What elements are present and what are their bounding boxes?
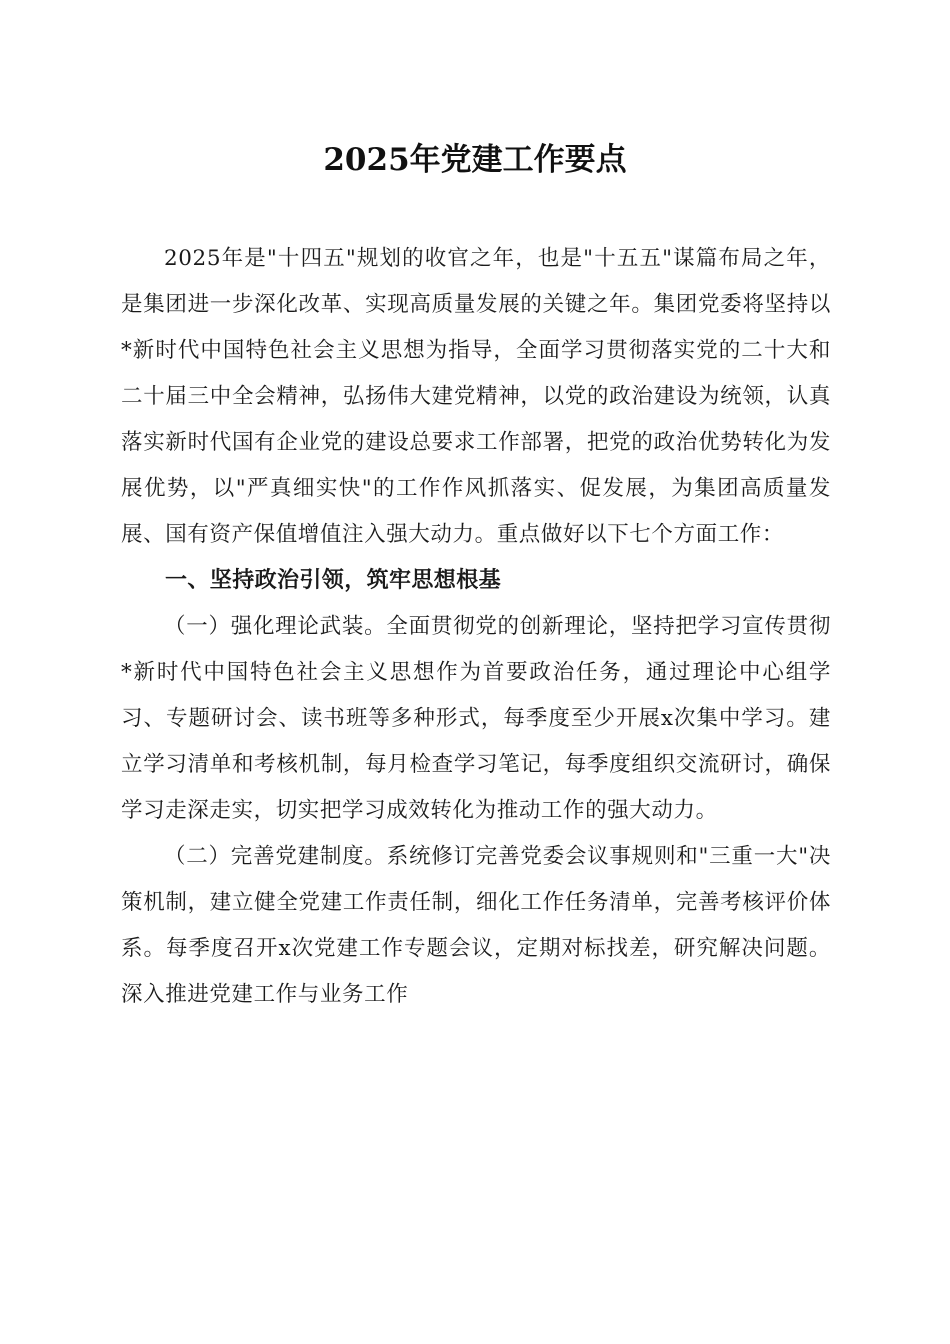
- document-body: [121, 236, 831, 1018]
- item-paragraph-2: （二）完善党建制度。系统修订完善党委会议事规则和"三重一大"决策机制，建立健全党建工作责任制，细化工作任务清单，完善考核评价体系。每季度召开x次党建工作专题会议，定期对标找差，研究解决问题。深入推进党建工作与业务工作: [121, 844, 831, 1007]
- section-heading-1: 一、坚持政治引领，筑牢思想根基: [165, 568, 502, 593]
- item-paragraph-1: （一）强化理论武装。全面贯彻党的创新理论，坚持把学习宣传贯彻*新时代中国特色社会主义思想作为首要政治任务，通过理论中心组学习、专题研讨会、读书班等多种形式，每季度至少开展x次集中学习。建立学习清单和考核机制，每月检查学习笔记，每季度组织交流研讨，确保学习走深走实，切实把学习成效转化为推动工作的强大动力。: [121, 614, 831, 823]
- intro-paragraph: 2025年是"十四五"规划的收官之年，也是"十五五"谋篇布局之年，是集团进一步深化改革、实现高质量发展的关键之年。集团党委将坚持以*新时代中国特色社会主义思想为指导，全面学习贯彻落实党的二十大和二十届三中全会精神，弘扬伟大建党精神，以党的政治建设为统领，认真落实新时代国有企业党的建设总要求工作部署，把党的政治优势转化为发展优势，以"严真细实快"的工作作风抓落实、促发展，为集团高质量发展、国有资产保值增值注入强大动力。重点做好以下七个方面工作：: [121, 246, 831, 547]
- document-title: 2025年党建工作要点: [323, 142, 627, 178]
